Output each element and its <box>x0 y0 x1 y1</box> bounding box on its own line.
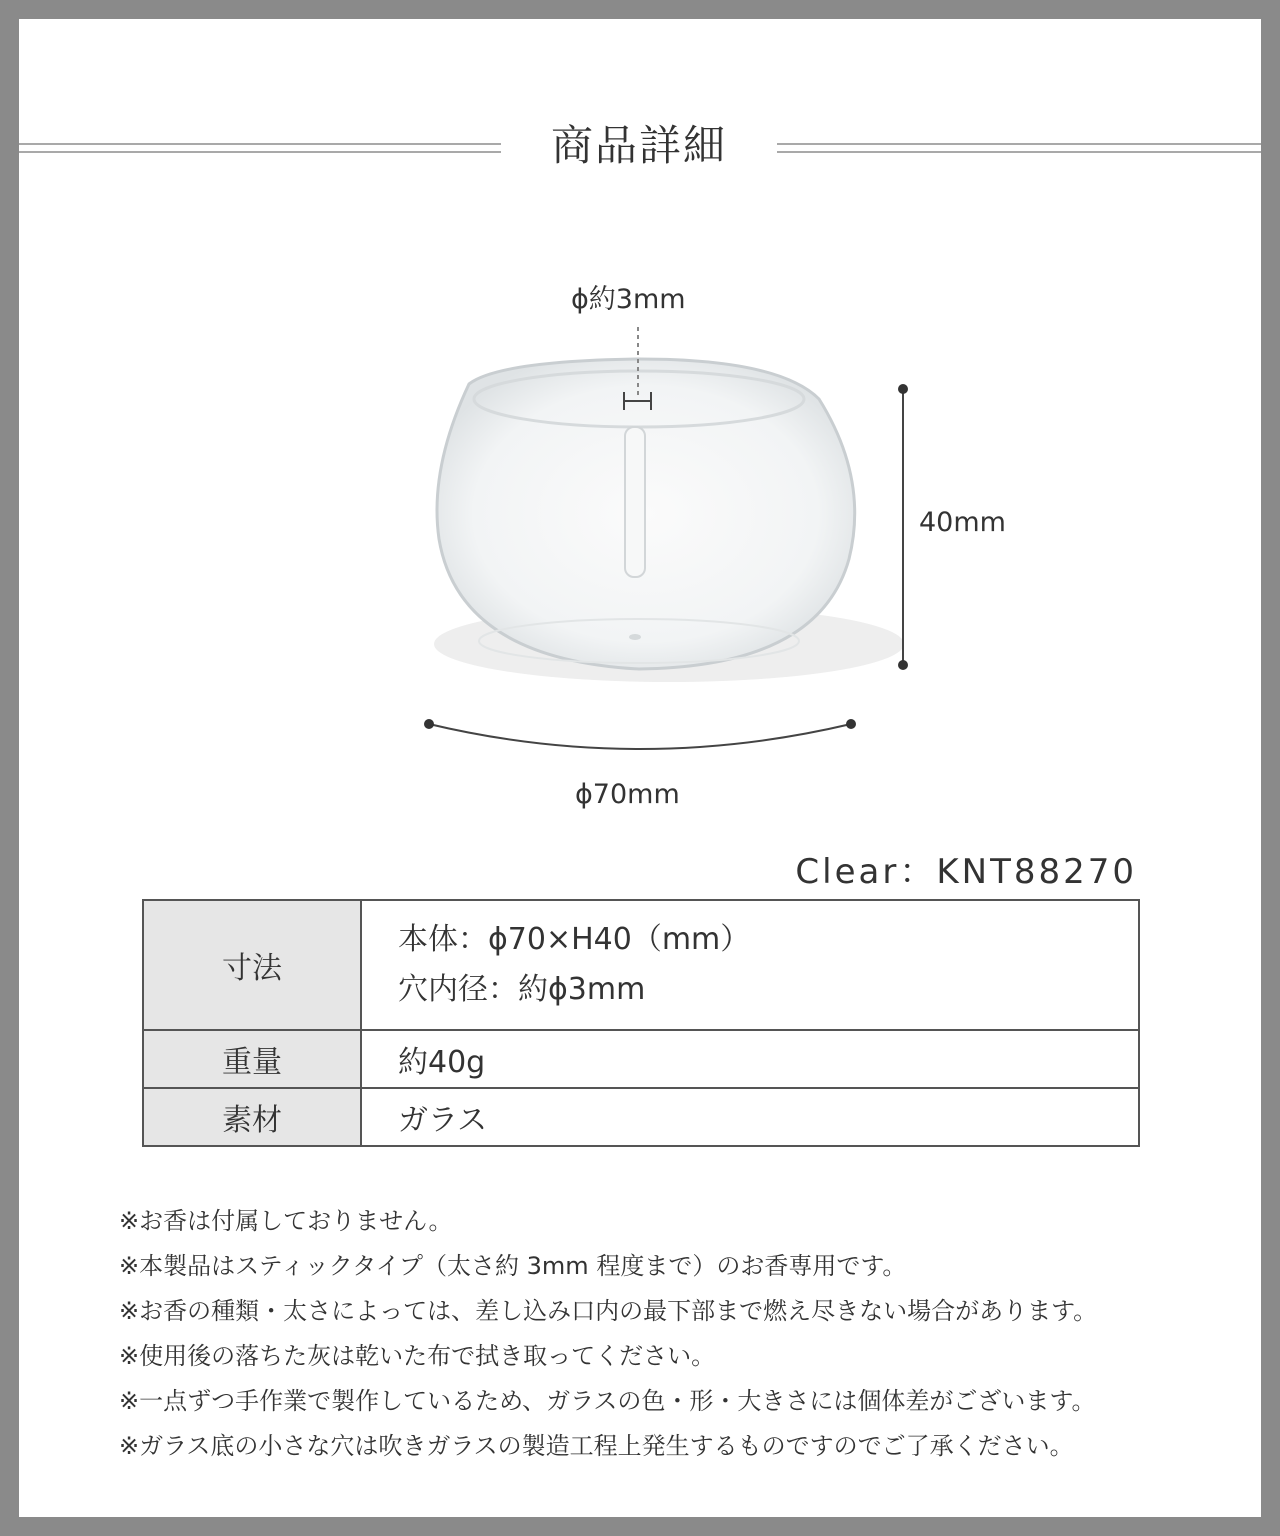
spec-value-weight: 約40g <box>361 1030 1139 1088</box>
hole-diameter-label: ϕ約3mm <box>571 284 686 315</box>
height-label: 40mm <box>919 507 1006 538</box>
diameter-label: ϕ70mm <box>575 779 680 810</box>
note-item: ※ガラス底の小さな穴は吹きガラスの製造工程上発生するものですのでご了承ください。 <box>119 1432 1074 1460</box>
size-hole: 穴内径：約ϕ3mm <box>398 972 646 1007</box>
section-header <box>19 107 1261 187</box>
note-item: ※本製品はスティックタイプ（太さ約 3mm 程度まで）のお香専用です。 <box>119 1252 907 1280</box>
title-divider-left <box>19 143 501 153</box>
note-item: ※使用後の落ちた灰は乾いた布で拭き取ってください。 <box>119 1342 716 1370</box>
table-row <box>143 1030 1139 1088</box>
glass-holder-illustration <box>19 249 1261 829</box>
product-dimension-diagram <box>19 249 1261 829</box>
spec-key-material: 素材 <box>143 1088 361 1146</box>
notes-list <box>119 1199 1219 1469</box>
note-item: ※お香は付属しておりません。 <box>119 1207 453 1235</box>
spec-table <box>142 899 1140 1147</box>
model-code: Clear：KNT88270 <box>795 852 1137 892</box>
table-row <box>143 900 1139 1030</box>
note-item: ※一点ずつ手作業で製作しているため、ガラスの色・形・大きさには個体差がございます。 <box>119 1387 1096 1415</box>
size-body: 本体：ϕ70×H40（mm） <box>398 922 751 957</box>
spec-key-weight: 重量 <box>143 1030 361 1088</box>
section-title: 商品詳細 <box>550 121 727 170</box>
spec-value-size <box>361 900 1139 1030</box>
note-item: ※お香の種類・太さによっては、差し込み口内の最下部まで燃え尽きない場合があります。 <box>119 1297 1098 1325</box>
product-detail-card <box>19 19 1261 1517</box>
spec-value-material: ガラス <box>361 1088 1139 1146</box>
table-row <box>143 1088 1139 1146</box>
spec-key-size: 寸法 <box>143 900 361 1030</box>
title-divider-right <box>777 143 1261 153</box>
